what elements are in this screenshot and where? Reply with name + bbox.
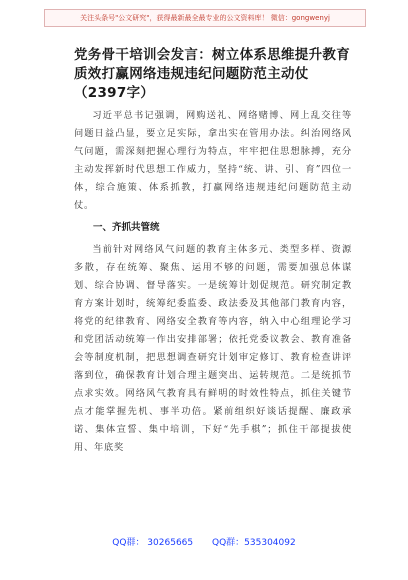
footer-contact xyxy=(0,535,408,548)
section-paragraph: 当前针对网络风气问题的教育主体多元、类型多样、资源多散，存在统筹、聚焦、运用不够的问题，需要加强总体谋划、综合协调、督导落实。一是统筹计划促规范。研究制定教育方案计划时，统筹纪委监委、政法委及其他部门教育内容，将党的纪律教育、网络安全教育等内容，纳入中心组理论学习和党团活动统筹一作出安排部署；依托党委议教会、教育准备会等制度机制，把思想调查研究计划审定修订、教育检查讲评落到位，确保教育计划合理主题突出、运转规范。二是统抓节点求实效。网络风气教育具有鲜明的时效性特点，抓住关键节点才能掌握先机、事半功倍。紧前组织好谈话提醒、廉政承诺、集体宣誓、集中培训，下好“先手棋”；抓住干部提拔使用、年底奖 xyxy=(74,244,352,453)
document-page xyxy=(74,46,352,457)
intro-paragraph: 习近平总书记强调，网购送礼、网络赌博、网上乱交往等问题日益凸显，要立足实际，拿出实在管用办法。纠治网络风气问题，需深刻把握心理行为特点，牢牢把住思想脉搏，充分主动发挥新时代思想工作威力，坚持“统、讲、引、育”四位一体，综合施策、体系抓教，打赢网络违规违纪问题防范主动仗。 xyxy=(74,110,352,211)
document-title: 党务骨干培训会发言：树立体系思维提升教育质效打赢网络违规违纪问题防范主动仗（2397字） xyxy=(74,47,350,101)
qq-group-1: QQ群： 30265665 xyxy=(112,538,194,548)
section-heading: 一、齐抓共管统 xyxy=(93,222,160,233)
qq-group-2: QQ群：535304092 xyxy=(212,538,296,548)
promo-banner: 关注头条号"公文研究"，获得最新最全最专业的公文资料库！ 微信：gongwenyj xyxy=(44,9,366,27)
